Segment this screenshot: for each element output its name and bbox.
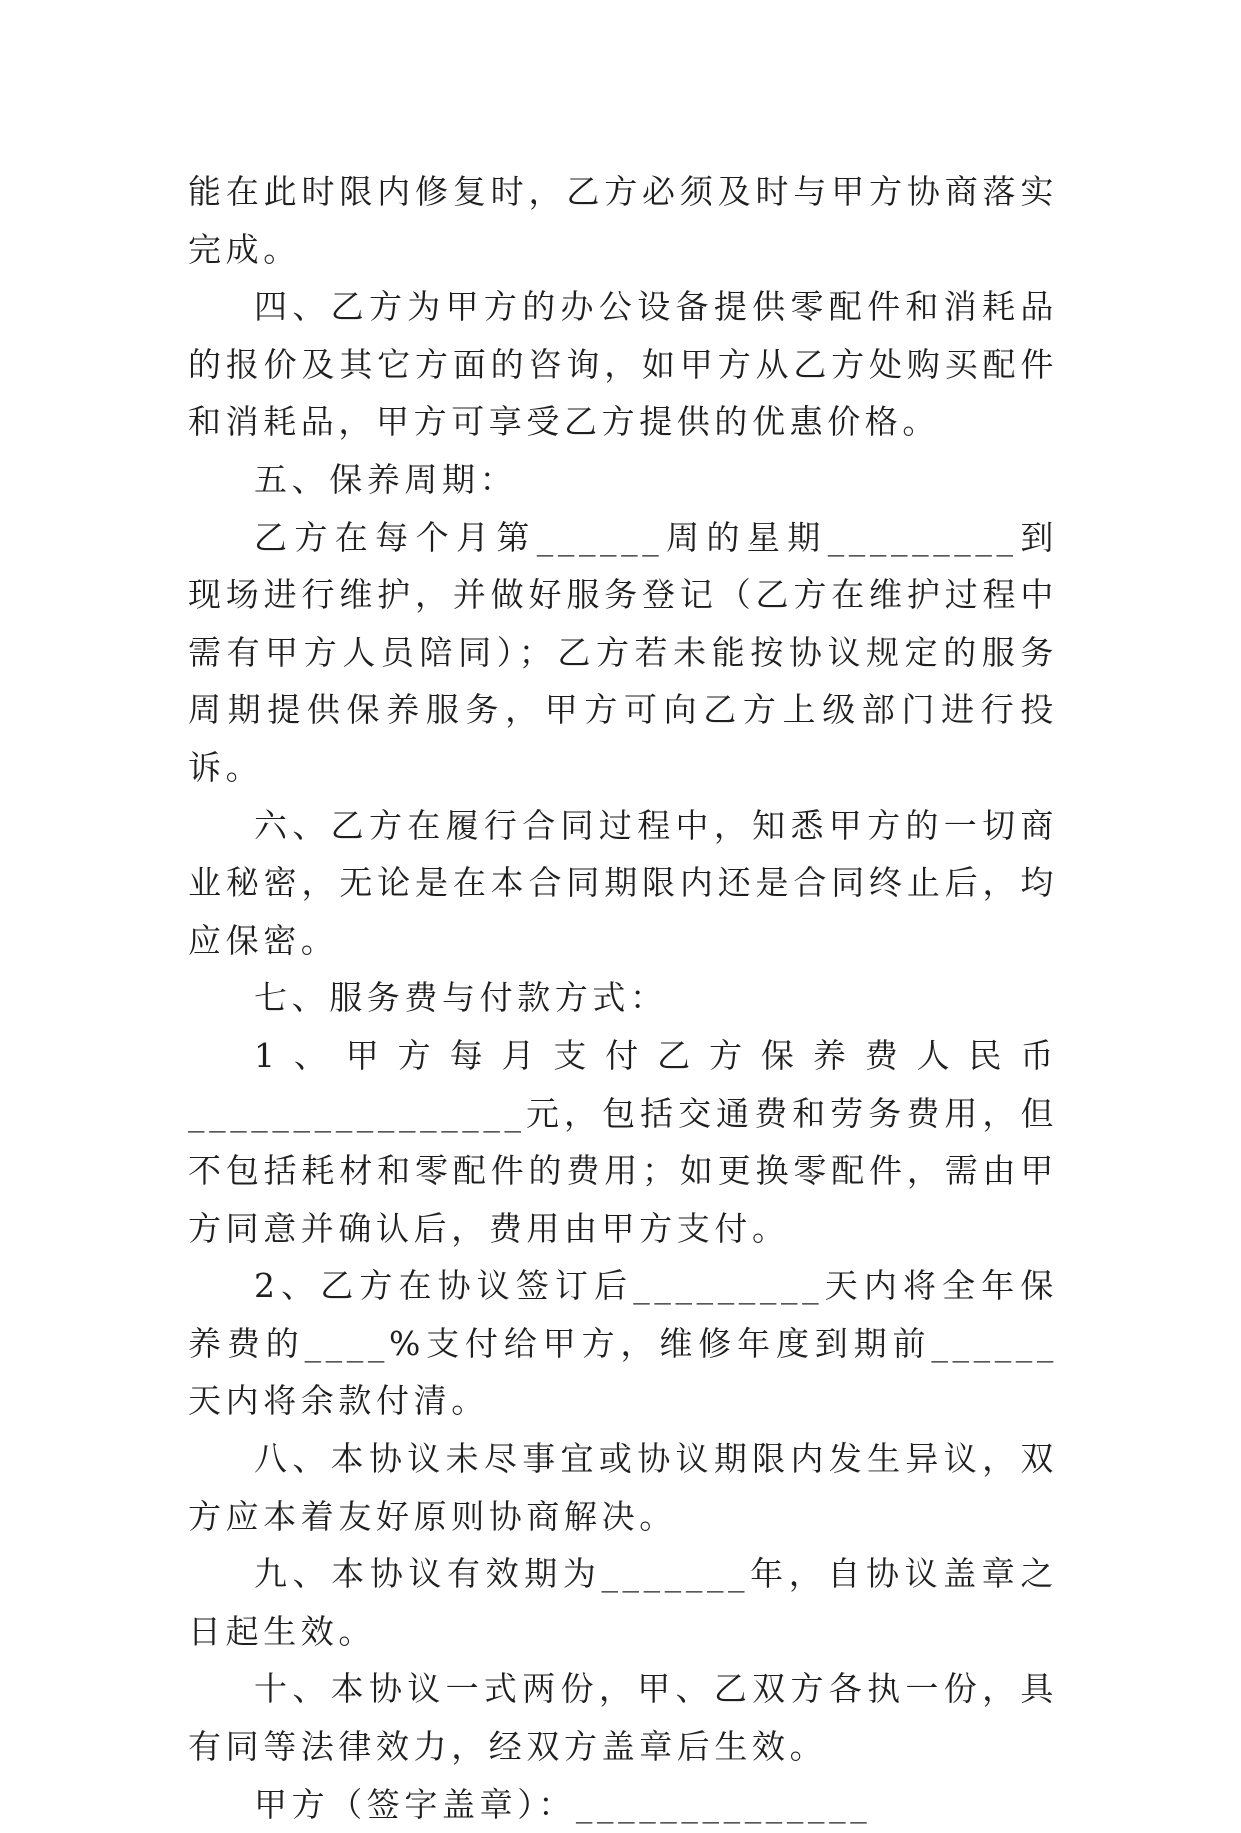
paragraph-clause-7-heading: 七、服务费与付款方式： [254,978,668,1018]
paragraph-clause-6-confidentiality: 六、乙方在履行合同过程中，知悉甲方的一切商业秘密，无论是在本合同期限内还是合同终止后，均应保密。 [188,805,1058,960]
paragraph-payment-terms: 2、乙方在协议签订后_________天内将全年保养费的____%支付给甲方，维修年度到期前______天内将余款付清。 [188,1266,1058,1421]
paragraph-clause-8-disputes: 八、本协议未尽事宜或协议期限内发生异议，双方应本着友好原则协商解决。 [188,1439,1058,1536]
paragraph-clause-9-validity: 九、本协议有效期为_______年，自协议盖章之日起生效。 [188,1554,1058,1651]
paragraph-monthly-fee: 1、甲方每月支付乙方保养费人民币________________元，包括交通费和劳务费用，但不包括耗材和零配件的费用；如更换零配件，需由甲方同意并确认后，费用由甲方支付。 [188,1035,1058,1248]
paragraph-maintenance-schedule: 乙方在每个月第______周的星期_________到现场进行维护，并做好服务登记（乙方在维护过程中需有甲方人员陪同）；乙方若未能按协议规定的服务周期提供保养服务，甲方可向乙方上级部门进行投诉。 [188,517,1058,787]
signature-line-party-a: 甲方（签字盖章）：______________ [254,1784,872,1824]
paragraph-clause-4-parts-quote: 四、乙方为甲方的办公设备提供零配件和消耗品的报价及其它方面的咨询，如甲方从乙方处购买配件和消耗品，甲方可享受乙方提供的优惠价格。 [188,287,1058,442]
contract-body [188,163,1058,1833]
paragraph-clause-10-copies: 十、本协议一式两份，甲、乙双方各执一份，具有同等法律效力，经双方盖章后生效。 [188,1669,1058,1767]
paragraph-repair-deadline: 能在此时限内修复时，乙方必须及时与甲方协商落实完成。 [188,172,1058,269]
paragraph-clause-5-heading: 五、保养周期： [254,459,518,499]
